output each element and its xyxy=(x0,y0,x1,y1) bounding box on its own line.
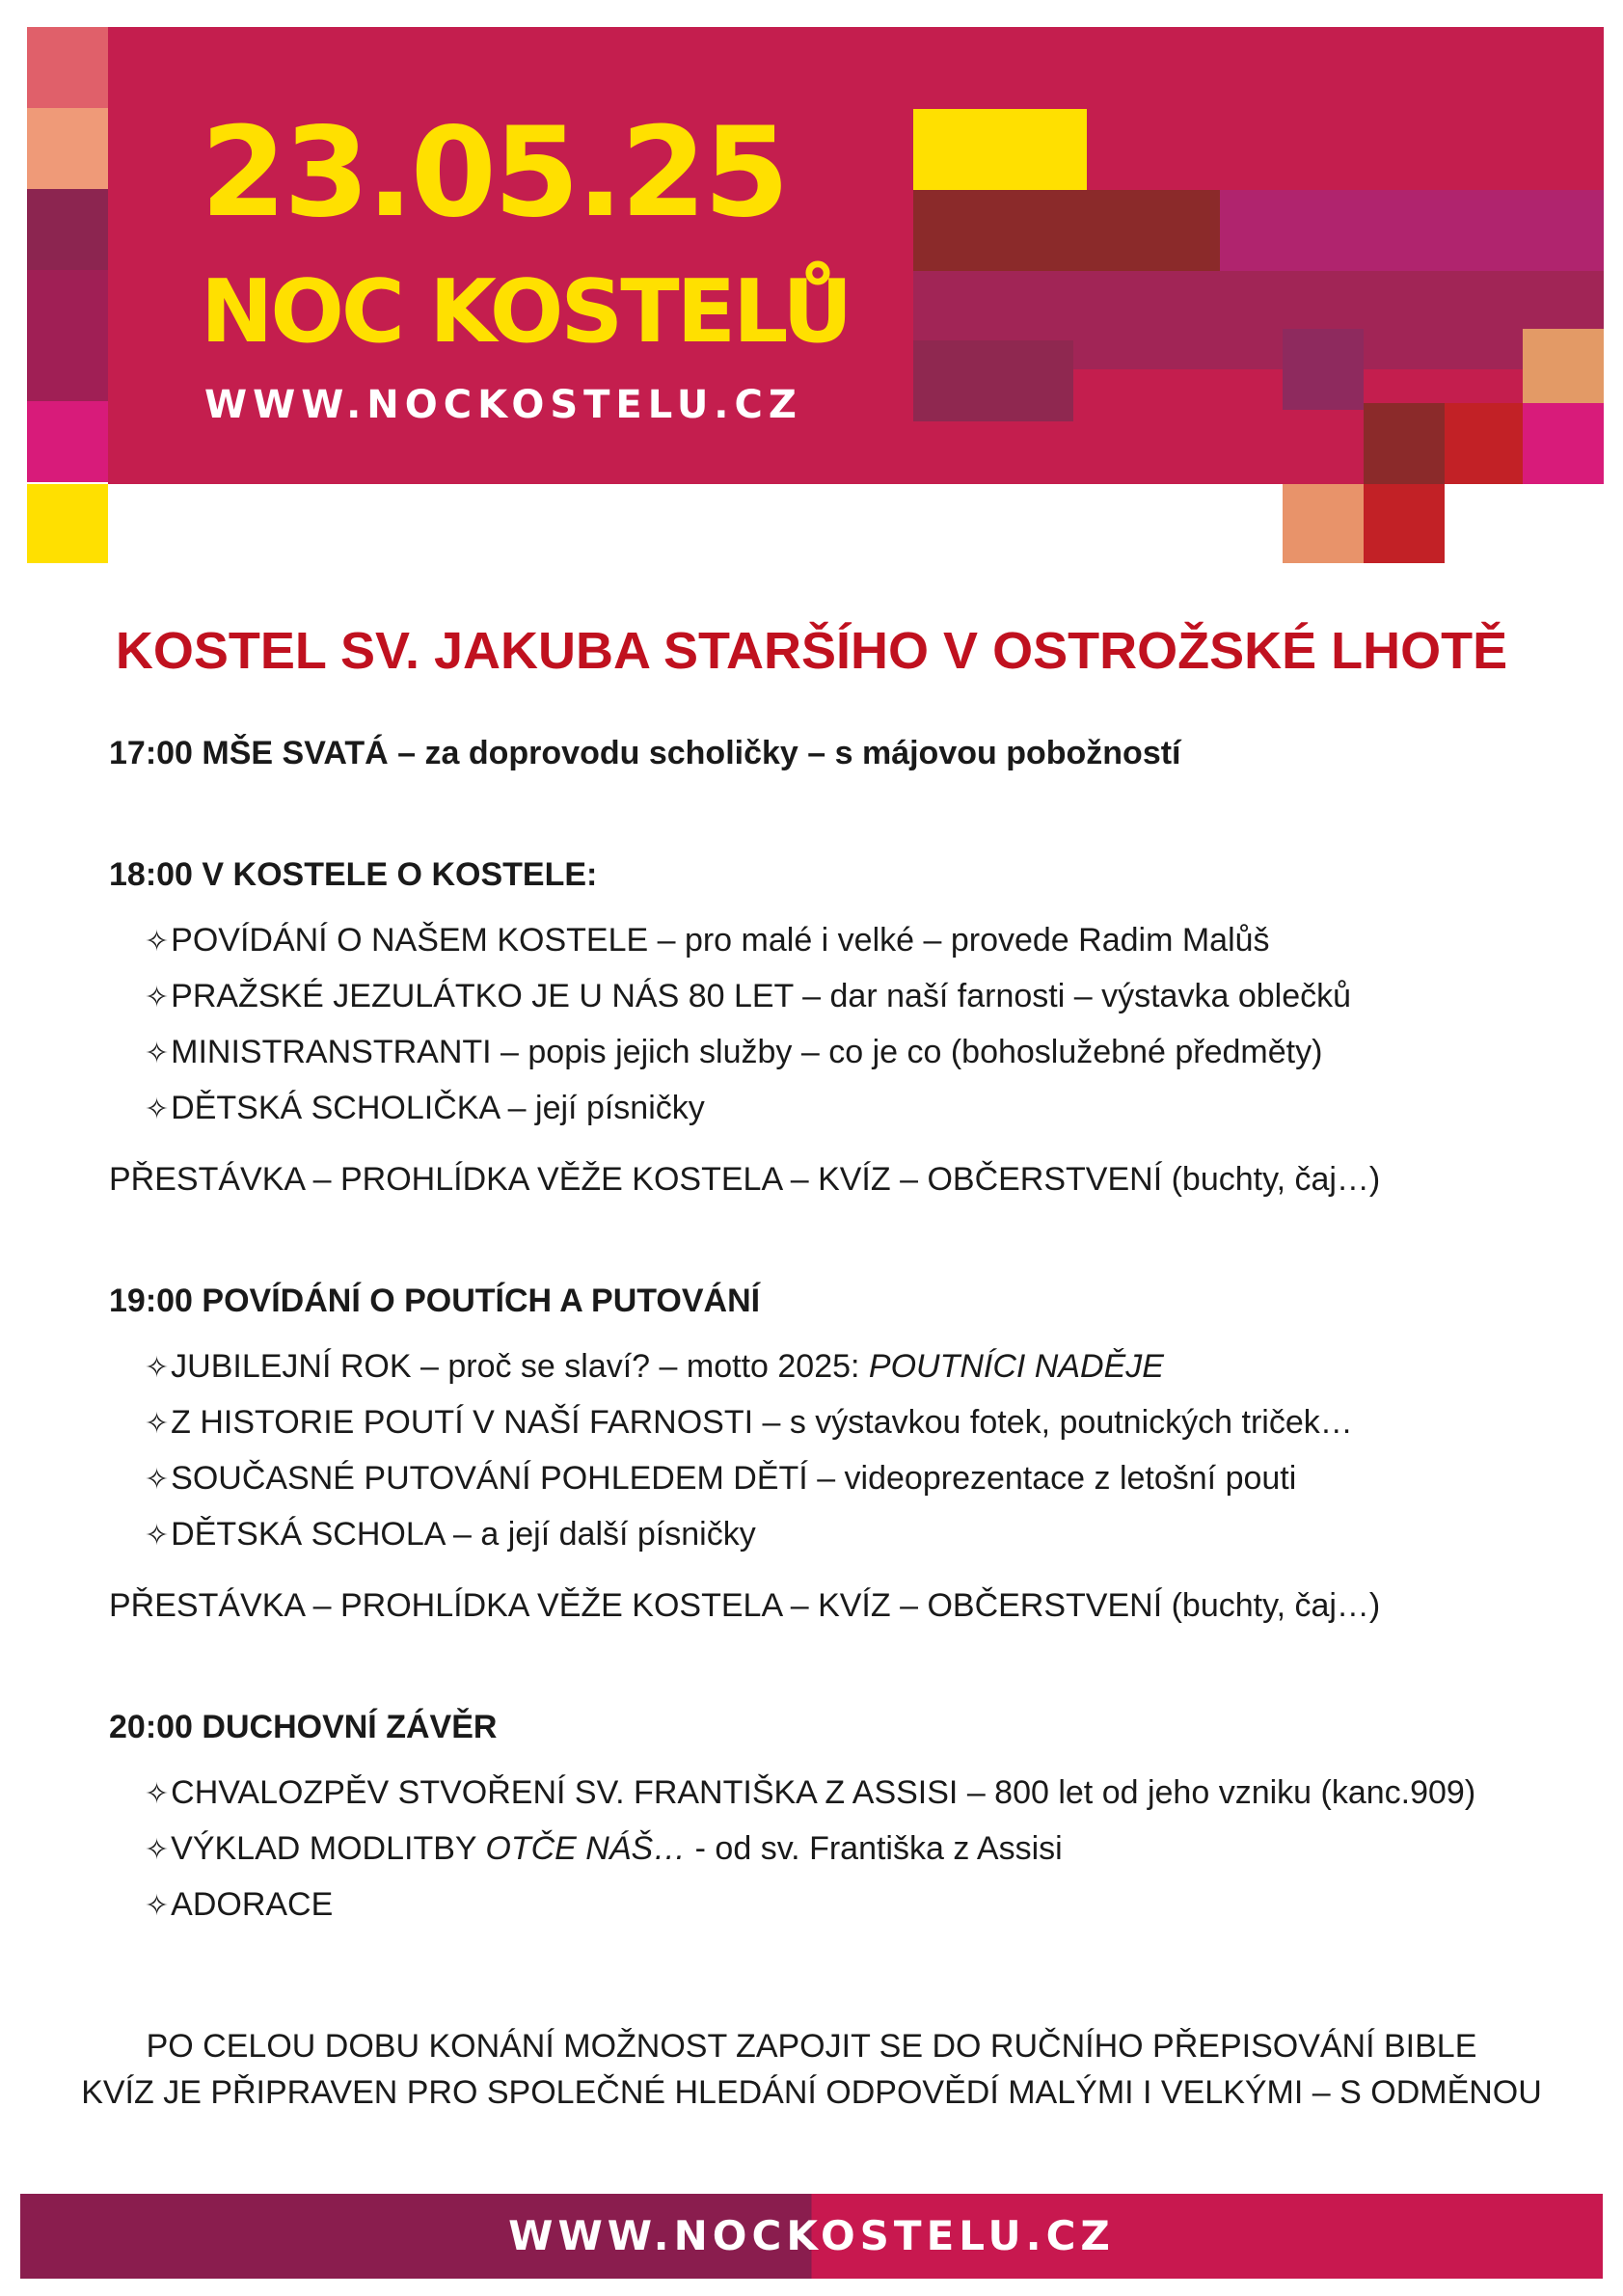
event-date: 23.05.25 xyxy=(201,101,787,245)
color-block xyxy=(27,108,108,189)
color-block xyxy=(27,401,108,482)
footer-bar xyxy=(20,2194,1603,2279)
motto: POUTNÍCI NADĚJE xyxy=(868,1348,1164,1385)
mass-line: 17:00 MŠE SVATÁ – za doprovodu scholičky – s májovou pobožností xyxy=(109,735,1181,771)
color-block xyxy=(913,109,1087,190)
program xyxy=(109,731,1527,1929)
list-item: ✧MINISTRANSTRANTI – popis jejich služby – co je co (bohoslužebné předměty) xyxy=(145,1034,1323,1070)
four-pointed-star-icon: ✧ xyxy=(145,925,170,959)
header-url: WWW.NOCKOSTELU.CZ xyxy=(204,383,802,427)
color-block xyxy=(27,189,108,270)
color-block xyxy=(1364,403,1445,484)
list-item: ✧Z HISTORIE POUTÍ V NAŠÍ FARNOSTI – s výstavkou fotek, poutnických triček… xyxy=(145,1404,1353,1441)
list-item: ✧ADORACE xyxy=(145,1886,334,1923)
pause-line: PŘESTÁVKA – PROHLÍDKA VĚŽE KOSTELA – KVÍZ – OBČERSTVENÍ (buchty, čaj…) xyxy=(109,1587,1381,1624)
four-pointed-star-icon: ✧ xyxy=(145,1037,170,1070)
four-pointed-star-icon: ✧ xyxy=(145,1351,170,1385)
four-pointed-star-icon: ✧ xyxy=(145,1519,170,1553)
list-item: ✧DĚTSKÁ SCHOLA – a její další písničky xyxy=(145,1516,756,1553)
notes xyxy=(0,2023,1623,2116)
list-item: ✧DĚTSKÁ SCHOLIČKA – její písničky xyxy=(145,1090,705,1126)
color-block xyxy=(913,340,1073,421)
color-block xyxy=(1445,403,1523,484)
church-title: KOSTEL SV. JAKUBA STARŠÍHO V OSTROŽSKÉ LHOTĚ xyxy=(115,622,1508,680)
four-pointed-star-icon: ✧ xyxy=(145,1889,170,1923)
color-block xyxy=(27,270,108,401)
list-item: ✧VÝKLAD MODLITBY OTČE NÁŠ… - od sv. Františka z Assisi xyxy=(145,1830,1063,1867)
color-block xyxy=(913,271,1604,329)
list-item: ✧POVÍDÁNÍ O NAŠEM KOSTELE – pro malé i velké – provede Radim Malůš xyxy=(145,922,1270,959)
color-block xyxy=(27,484,108,563)
prayer-title: OTČE NÁŠ… xyxy=(485,1830,687,1867)
four-pointed-star-icon: ✧ xyxy=(145,1093,170,1126)
list-item: ✧SOUČASNÉ PUTOVÁNÍ POHLEDEM DĚTÍ – videoprezentace z letošní pouti xyxy=(145,1460,1297,1497)
event-title: NOC KOSTELŮ xyxy=(201,261,851,363)
color-block xyxy=(1283,329,1364,410)
four-pointed-star-icon: ✧ xyxy=(145,1833,170,1867)
footer-url: WWW.NOCKOSTELU.CZ xyxy=(508,2212,1115,2259)
pause-line: PŘESTÁVKA – PROHLÍDKA VĚŽE KOSTELA – KVÍZ – OBČERSTVENÍ (buchty, čaj…) xyxy=(109,1161,1381,1198)
header-banner xyxy=(27,27,1604,563)
note-line: KVÍZ JE PŘIPRAVEN PRO SPOLEČNÉ HLEDÁNÍ ODPOVĚDÍ MALÝMI I VELKÝMI – S ODMĚNOU xyxy=(81,2074,1542,2111)
color-block xyxy=(1364,484,1445,563)
four-pointed-star-icon: ✧ xyxy=(145,981,170,1014)
list-item: ✧JUBILEJNÍ ROK – proč se slaví? – motto 2025: POUTNÍCI NADĚJE xyxy=(145,1348,1164,1385)
four-pointed-star-icon: ✧ xyxy=(145,1777,170,1811)
color-block xyxy=(1220,190,1604,271)
color-block xyxy=(1523,403,1604,484)
section-heading: 18:00 V KOSTELE O KOSTELE: xyxy=(109,856,598,893)
list-item: ✧PRAŽSKÉ JEZULÁTKO JE U NÁS 80 LET – dar naší farnosti – výstavka oblečků xyxy=(145,978,1352,1014)
list-item: ✧CHVALOZPĚV STVOŘENÍ SV. FRANTIŠKA Z ASSISI – 800 let od jeho vzniku (kanc.909) xyxy=(145,1774,1476,1811)
color-block xyxy=(1523,329,1604,410)
note-line: PO CELOU DOBU KONÁNÍ MOŽNOST ZAPOJIT SE DO RUČNÍHO PŘEPISOVÁNÍ BIBLE xyxy=(146,2028,1477,2065)
four-pointed-star-icon: ✧ xyxy=(145,1407,170,1441)
section-heading: 20:00 DUCHOVNÍ ZÁVĚR xyxy=(109,1709,498,1745)
four-pointed-star-icon: ✧ xyxy=(145,1463,170,1497)
section-heading: 19:00 POVÍDÁNÍ O POUTÍCH A PUTOVÁNÍ xyxy=(109,1283,761,1319)
color-block xyxy=(1283,484,1364,563)
color-block xyxy=(27,27,108,108)
color-block xyxy=(913,190,1220,271)
